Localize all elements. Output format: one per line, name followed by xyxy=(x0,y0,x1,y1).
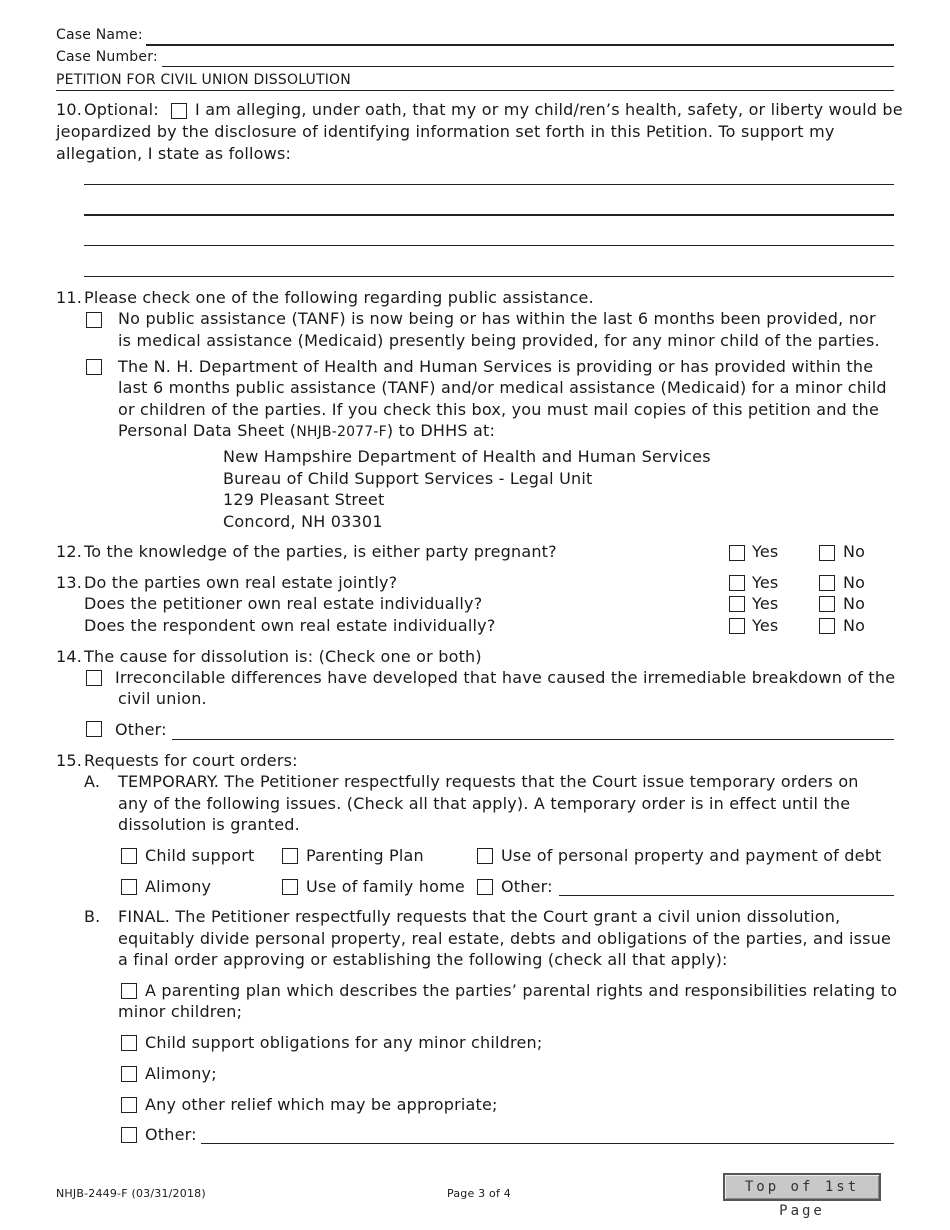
s15b-alimony-checkbox[interactable] xyxy=(121,1066,137,1082)
s10-answer-line-3[interactable] xyxy=(84,245,894,246)
s15b-parenting-plan-line1: A parenting plan which describes the parties’ parental rights and responsibilities relating to xyxy=(145,981,898,1000)
s10-number: 10. xyxy=(56,100,83,119)
s13-q2: Does the petitioner own real estate individually? xyxy=(84,594,483,613)
s11-opt2-line2: last 6 months public assistance (TANF) and/or medical assistance (Medicaid) for a minor child xyxy=(118,378,887,397)
footer-form-id: NHJB-2449-F (03/31/2018) xyxy=(56,1187,206,1200)
s15a-personal-property-label: Use of personal property and payment of debt xyxy=(501,846,882,865)
s15a-family-home-label: Use of family home xyxy=(306,877,465,896)
s15b-parenting-plan-line2: minor children; xyxy=(118,1002,243,1021)
s14-other-checkbox[interactable] xyxy=(86,721,102,737)
s13-q1-yes-checkbox[interactable] xyxy=(729,575,745,591)
s15-number: 15. xyxy=(56,751,83,770)
s13-q2-no-label: No xyxy=(843,594,866,613)
s11-address-line4: Concord, NH 03301 xyxy=(223,512,383,531)
s11-opt2-line4: Personal Data Sheet (NHJB-2077-F) to DHHS at: xyxy=(118,421,496,440)
s15b-alimony-label: Alimony; xyxy=(145,1064,217,1083)
s12-no-checkbox[interactable] xyxy=(819,545,835,561)
s14-number: 14. xyxy=(56,647,83,666)
case-name-label: Case Name: xyxy=(56,27,143,43)
s15a-alimony-checkbox[interactable] xyxy=(121,879,137,895)
s11-opt1-line2: is medical assistance (Medicaid) presently being provided, for any minor child of the parties. xyxy=(118,331,880,350)
s15a-other-label: Other: xyxy=(501,877,553,896)
s15a-personal-property-checkbox[interactable] xyxy=(477,848,493,864)
s15b-other-field[interactable] xyxy=(201,1143,894,1144)
case-name-field[interactable] xyxy=(146,44,894,46)
s11-number: 11. xyxy=(56,288,83,307)
s10-optional-label: Optional: xyxy=(84,100,159,119)
form-title: PETITION FOR CIVIL UNION DISSOLUTION xyxy=(56,72,351,88)
s13-q1-no-label: No xyxy=(843,573,866,592)
s10-answer-line-1[interactable] xyxy=(84,184,894,185)
s15a-parenting-plan-checkbox[interactable] xyxy=(282,848,298,864)
s13-q3-yes-label: Yes xyxy=(752,616,779,635)
s13-q3: Does the respondent own real estate individually? xyxy=(84,616,496,635)
s15a-child-support-label: Child support xyxy=(145,846,255,865)
s11-opt2-line1: The N. H. Department of Health and Human Services is providing or has provided within the xyxy=(118,357,874,376)
s13-q2-no-checkbox[interactable] xyxy=(819,596,835,612)
s15-a-line2: any of the following issues. (Check all that apply). A temporary order is in effect until the xyxy=(118,794,851,813)
s11-address-line3: 129 Pleasant Street xyxy=(223,490,385,509)
s15b-child-support-checkbox[interactable] xyxy=(121,1035,137,1051)
s15-b-line1: FINAL. The Petitioner respectfully requests that the Court grant a civil union dissolution, xyxy=(118,907,841,926)
s13-q1-yes-label: Yes xyxy=(752,573,779,592)
s15a-child-support-checkbox[interactable] xyxy=(121,848,137,864)
s15b-other-label: Other: xyxy=(145,1125,197,1144)
s13-q3-no-checkbox[interactable] xyxy=(819,618,835,634)
s12-yes-label: Yes xyxy=(752,542,779,561)
s15-b-line3: a final order approving or establishing the following (check all that apply): xyxy=(118,950,728,969)
s11-address-line1: New Hampshire Department of Health and Human Services xyxy=(223,447,711,466)
s15b-other-relief-label: Any other relief which may be appropriate; xyxy=(145,1095,498,1114)
s10-answer-line-4[interactable] xyxy=(84,276,894,277)
s14-irreconcilable-checkbox[interactable] xyxy=(86,670,102,686)
s12-yes-checkbox[interactable] xyxy=(729,545,745,561)
s15b-child-support-label: Child support obligations for any minor children; xyxy=(145,1033,543,1052)
s10-text-line3: allegation, I state as follows: xyxy=(56,144,292,163)
s12-question: To the knowledge of the parties, is either party pregnant? xyxy=(84,542,557,561)
s14-heading: The cause for dissolution is: (Check one or both) xyxy=(84,647,482,666)
s13-number: 13. xyxy=(56,573,83,592)
s15-heading: Requests for court orders: xyxy=(84,751,298,770)
s11-heading: Please check one of the following regarding public assistance. xyxy=(84,288,594,307)
header-divider xyxy=(56,90,894,91)
case-number-field[interactable] xyxy=(162,66,894,67)
s15-a-line3: dissolution is granted. xyxy=(118,815,300,834)
case-number-label: Case Number: xyxy=(56,49,158,65)
s13-q3-yes-checkbox[interactable] xyxy=(729,618,745,634)
s15a-parenting-plan-label: Parenting Plan xyxy=(306,846,424,865)
s13-q2-yes-label: Yes xyxy=(752,594,779,613)
s11-opt1-checkbox[interactable] xyxy=(86,312,102,328)
footer-page-number: Page 3 of 4 xyxy=(447,1187,511,1200)
s10-text-line1: I am alleging, under oath, that my or my child/ren’s health, safety, or liberty would be xyxy=(195,100,903,119)
s11-opt1-line1: No public assistance (TANF) is now being or has within the last 6 months been provided, nor xyxy=(118,309,876,328)
s14-other-field[interactable] xyxy=(172,739,894,740)
s15a-other-field[interactable] xyxy=(559,895,894,896)
s12-number: 12. xyxy=(56,542,83,561)
s12-no-label: No xyxy=(843,542,866,561)
s13-q3-no-label: No xyxy=(843,616,866,635)
s15b-other-checkbox[interactable] xyxy=(121,1127,137,1143)
s15-a-line1: TEMPORARY. The Petitioner respectfully requests that the Court issue temporary orders on xyxy=(118,772,859,791)
s13-q1: Do the parties own real estate jointly? xyxy=(84,573,398,592)
s15-a-letter: A. xyxy=(84,772,101,791)
s10-answer-line-2[interactable] xyxy=(84,214,894,216)
top-of-first-page-button[interactable]: Top of 1st Page xyxy=(723,1173,881,1201)
s11-opt2-line3: or children of the parties. If you check this box, you must mail copies of this petition and the xyxy=(118,400,880,419)
s15-b-letter: B. xyxy=(84,907,101,926)
s15-b-line2: equitably divide personal property, real estate, debts and obligations of the parties, and issue xyxy=(118,929,892,948)
s10-checkbox[interactable] xyxy=(171,103,187,119)
s11-opt2-checkbox[interactable] xyxy=(86,359,102,375)
s10-text-line2: jeopardized by the disclosure of identifying information set forth in this Petition. To support my xyxy=(56,122,835,141)
s11-address-line2: Bureau of Child Support Services - Legal Unit xyxy=(223,469,593,488)
s13-q1-no-checkbox[interactable] xyxy=(819,575,835,591)
s15a-other-checkbox[interactable] xyxy=(477,879,493,895)
s14-other-label: Other: xyxy=(115,720,167,739)
s14-opt1-line2: civil union. xyxy=(118,689,207,708)
s14-opt1-line1: Irreconcilable differences have developed that have caused the irremediable breakdown of the xyxy=(115,668,896,687)
s13-q2-yes-checkbox[interactable] xyxy=(729,596,745,612)
s15a-family-home-checkbox[interactable] xyxy=(282,879,298,895)
s15a-alimony-label: Alimony xyxy=(145,877,212,896)
s15b-parenting-plan-checkbox[interactable] xyxy=(121,983,137,999)
s15b-other-relief-checkbox[interactable] xyxy=(121,1097,137,1113)
